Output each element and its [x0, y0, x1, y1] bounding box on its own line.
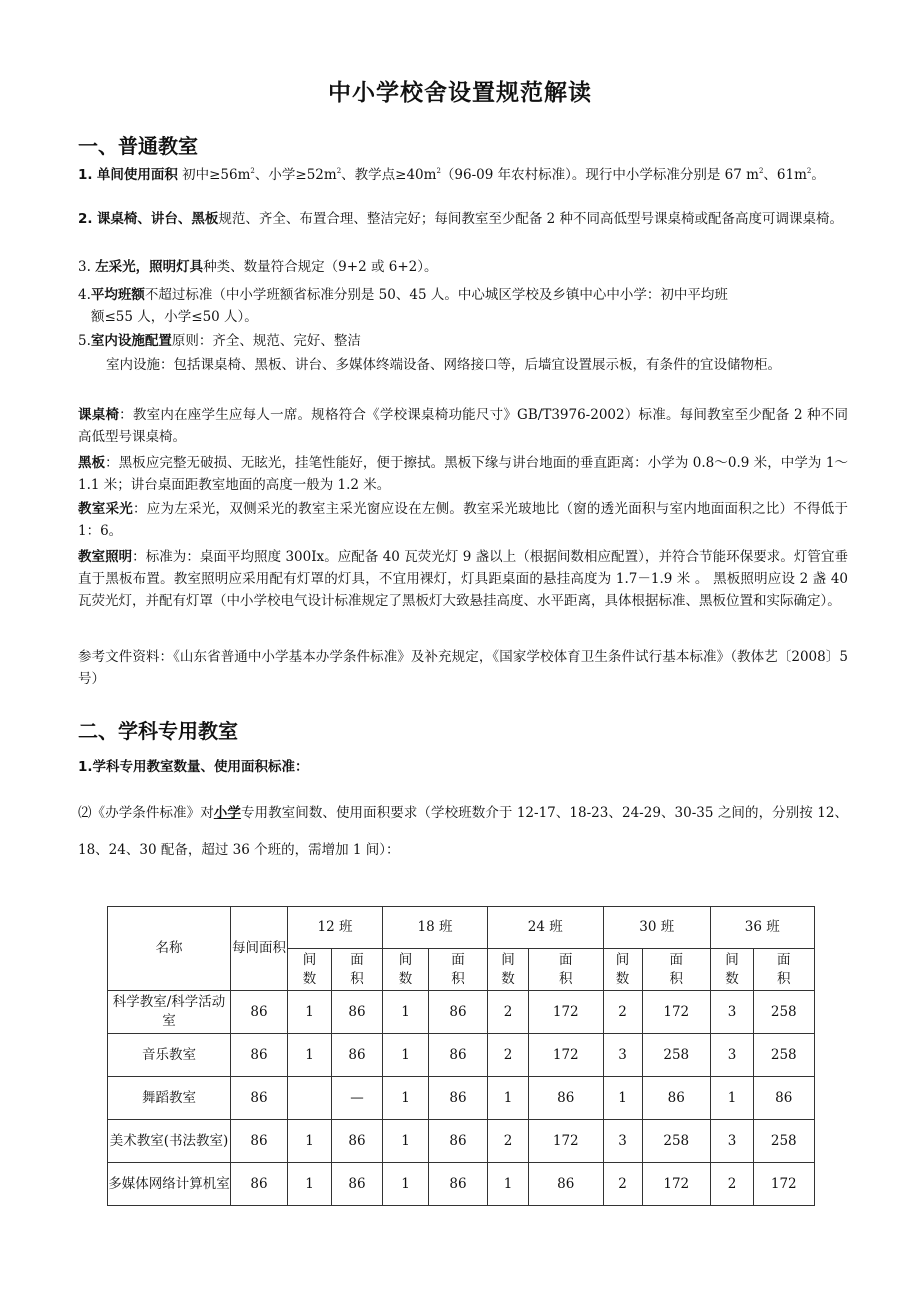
- table-row: [108, 1163, 815, 1206]
- header-group: 36 班: [711, 907, 815, 949]
- row-name: 科学教室/科学活动室: [108, 991, 231, 1034]
- cell-room-count: 1: [383, 1120, 429, 1163]
- item-1-label: 单间使用面积: [96, 167, 178, 183]
- cell-total-area: —: [332, 1077, 383, 1120]
- cell-total-area: 86: [429, 991, 488, 1034]
- row-area-per-room: 86: [231, 1034, 288, 1077]
- item-2-label: 课桌椅、讲台、黑板: [96, 211, 219, 227]
- cell-room-count: 3: [711, 1120, 754, 1163]
- table-row: [108, 991, 815, 1034]
- facilities-paragraph: 室内设施：包括课桌椅、黑板、讲台、多媒体终端设备、网络接口等，后墙宜设置展示板，有条件的宜设储物柜。: [106, 357, 781, 373]
- subheader-area: 面积: [754, 949, 815, 991]
- cell-room-count: 2: [603, 1163, 642, 1206]
- cell-room-count: 2: [603, 991, 642, 1034]
- cell-room-count: 1: [288, 1163, 332, 1206]
- cell-total-area: 258: [754, 991, 815, 1034]
- cell-room-count: 2: [711, 1163, 754, 1206]
- subheading-standards: 1.学科专用教室数量、使用面积标准：: [78, 759, 309, 775]
- subheader-area: 面积: [429, 949, 488, 991]
- cell-room-count: 1: [288, 991, 332, 1034]
- row-area-per-room: 86: [231, 1120, 288, 1163]
- item-1-area: 1. 单间使用面积 初中$\ge 56m^2$、小学$\ge 52m^2$、教学点$\ge 40m^2(96-09$ 年农村标准）。现行中小学标准分别是 67 $m^2$、$61m^2$。: [78, 167, 825, 183]
- row-area-per-room: 86: [231, 1077, 288, 1120]
- item-3-label: 左采光，照明灯具: [95, 259, 204, 275]
- cell-total-area: 86: [429, 1077, 488, 1120]
- cell-room-count: 1: [711, 1077, 754, 1120]
- cell-total-area: 86: [429, 1163, 488, 1206]
- cell-total-area: 86: [754, 1077, 815, 1120]
- cell-room-count: 3: [711, 1034, 754, 1077]
- subheader-count: 间数: [288, 949, 332, 991]
- cell-total-area: 172: [642, 1163, 711, 1206]
- cell-room-count: 1: [288, 1034, 332, 1077]
- table-row: [108, 1034, 815, 1077]
- table-row: [108, 1120, 815, 1163]
- references-paragraph: 参考文件资料：《山东省普通中小学基本办学条件标准》及补充规定，《国家学校体育卫生条件试行基本标准》（教体艺〔2008〕5 号）: [78, 649, 848, 687]
- item-3-lighting: 3. 左采光，照明灯具种类、数量符合规定（9+2 或 6+2）。: [78, 259, 438, 275]
- cell-room-count: 3: [603, 1034, 642, 1077]
- cell-room-count: 1: [383, 1034, 429, 1077]
- cell-total-area: 86: [332, 1163, 383, 1206]
- cell-room-count: 2: [488, 1120, 529, 1163]
- subheader-count: 间数: [383, 949, 429, 991]
- cell-room-count: 3: [603, 1120, 642, 1163]
- cell-total-area: 86: [332, 1120, 383, 1163]
- classroom-lighting-paragraph: 教室照明：标准为：桌面平均照度 300Ix。应配备 40 瓦荧光灯 9 盏以上（根据间数相应配置），并符合节能环保要求。灯管宜垂直于黑板布置。教室照明应采用配有灯罩的灯具，不宜用裸灯，灯具距桌面的悬挂高度为 1.7－1.9 米 。 黑板照明应设 2 盏 40 瓦荧光灯，并配有灯罩（中小学校电气设计标准规定了黑板灯大致悬挂高度、水平距离，具体根据标准、黑板位置和实际确定）。: [78, 549, 849, 609]
- cell-room-count: 1: [488, 1163, 529, 1206]
- section-heading-general-classroom: 一、普通教室: [78, 134, 198, 158]
- cell-room-count: 2: [488, 1034, 529, 1077]
- table-row: [108, 1077, 815, 1120]
- cell-total-area: 172: [642, 991, 711, 1034]
- subheader-count: 间数: [603, 949, 642, 991]
- row-area-per-room: 86: [231, 991, 288, 1034]
- header-group: 24 班: [488, 907, 604, 949]
- cell-room-count: 1: [603, 1077, 642, 1120]
- natural-lighting-paragraph: 教室采光：应为左采光，双侧采光的教室主采光窗应设在左侧。教室采光玻地比（窗的透光面积与室内地面面积之比）不得低于 1：6。: [78, 501, 849, 539]
- header-group: 30 班: [603, 907, 711, 949]
- header-group: 12 班: [288, 907, 383, 949]
- subheader-count: 间数: [488, 949, 529, 991]
- cell-total-area: 258: [642, 1034, 711, 1077]
- cell-room-count: 2: [488, 991, 529, 1034]
- cell-total-area: 172: [754, 1163, 815, 1206]
- section-heading-subject-classroom: 二、学科专用教室: [78, 719, 238, 743]
- cell-total-area: 172: [529, 991, 604, 1034]
- cell-total-area: 86: [429, 1034, 488, 1077]
- item-5-facilities: 5.室内设施配置原则：齐全、规范、完好、整洁: [78, 333, 361, 349]
- cell-room-count: 1: [383, 991, 429, 1034]
- cell-total-area: 258: [754, 1120, 815, 1163]
- header-area-per-room: 每间面积: [231, 907, 288, 991]
- cell-total-area: 258: [642, 1120, 711, 1163]
- primary-school-intro: ⑵《办学条件标准》对小学专用教室间数、使用面积要求（学校班数介于 12-17、18-23、24-29、30-35 之间的，分别按 12、18、24、30 配备，超过 36 个班的，需增加 1 间）：: [78, 805, 849, 858]
- cell-room-count: [288, 1077, 332, 1120]
- cell-total-area: 86: [529, 1077, 604, 1120]
- cell-total-area: 86: [332, 1034, 383, 1077]
- cell-room-count: 3: [711, 991, 754, 1034]
- primary-school-underlined: 小学: [213, 805, 241, 821]
- row-area-per-room: 86: [231, 1163, 288, 1206]
- subheader-count: 间数: [711, 949, 754, 991]
- subheader-area: 面积: [642, 949, 711, 991]
- cell-total-area: 258: [754, 1034, 815, 1077]
- cell-room-count: 1: [383, 1163, 429, 1206]
- classroom-standards-table: [107, 906, 815, 1206]
- subheader-area: 面积: [332, 949, 383, 991]
- blackboard-paragraph: 黑板：黑板应完整无破损、无眩光，挂笔性能好，便于擦拭。黑板下缘与讲台地面的垂直距离：小学为 0.8～0.9 米，中学为 1～1.1 米；讲台桌面距教室地面的高度一般为 1.2 米。: [78, 455, 849, 493]
- cell-room-count: 1: [488, 1077, 529, 1120]
- item-4-label: 平均班额: [90, 287, 145, 303]
- row-name: 美术教室(书法教室): [108, 1120, 231, 1163]
- desks-paragraph: 课桌椅：教室内在座学生应每人一席。规格符合《学校课桌椅功能尺寸》GB/T3976-2002）标准。每间教室至少配备 2 种不同高低型号课桌椅。: [78, 407, 849, 445]
- cell-room-count: 1: [383, 1077, 429, 1120]
- cell-total-area: 86: [529, 1163, 604, 1206]
- cell-room-count: 1: [288, 1120, 332, 1163]
- cell-total-area: 172: [529, 1120, 604, 1163]
- item-2-furniture: 2. 课桌椅、讲台、黑板规范、齐全、布置合理、整洁完好；每间教室至少配备 2 种不同高低型号课桌椅或配备高度可调课桌椅。: [78, 211, 843, 227]
- header-name: 名称: [108, 907, 231, 991]
- table-header-row: [108, 907, 815, 949]
- row-name: 舞蹈教室: [108, 1077, 231, 1120]
- cell-total-area: 86: [429, 1120, 488, 1163]
- cell-total-area: 86: [642, 1077, 711, 1120]
- page-title: 中小学校舍设置规范解读: [328, 80, 592, 106]
- item-4-class-size: 4.平均班额不超过标准（中小学班额省标准分别是 50、45 人。中心城区学校及乡镇中心中小学：初中平均班 额≤55 人，小学≤50 人）。: [78, 287, 728, 325]
- subheader-area: 面积: [529, 949, 604, 991]
- cell-total-area: 86: [332, 991, 383, 1034]
- cell-total-area: 172: [529, 1034, 604, 1077]
- item-5-label: 室内设施配置: [90, 333, 172, 349]
- header-group: 18 班: [383, 907, 488, 949]
- row-name: 音乐教室: [108, 1034, 231, 1077]
- row-name: 多媒体网络计算机室: [108, 1163, 231, 1206]
